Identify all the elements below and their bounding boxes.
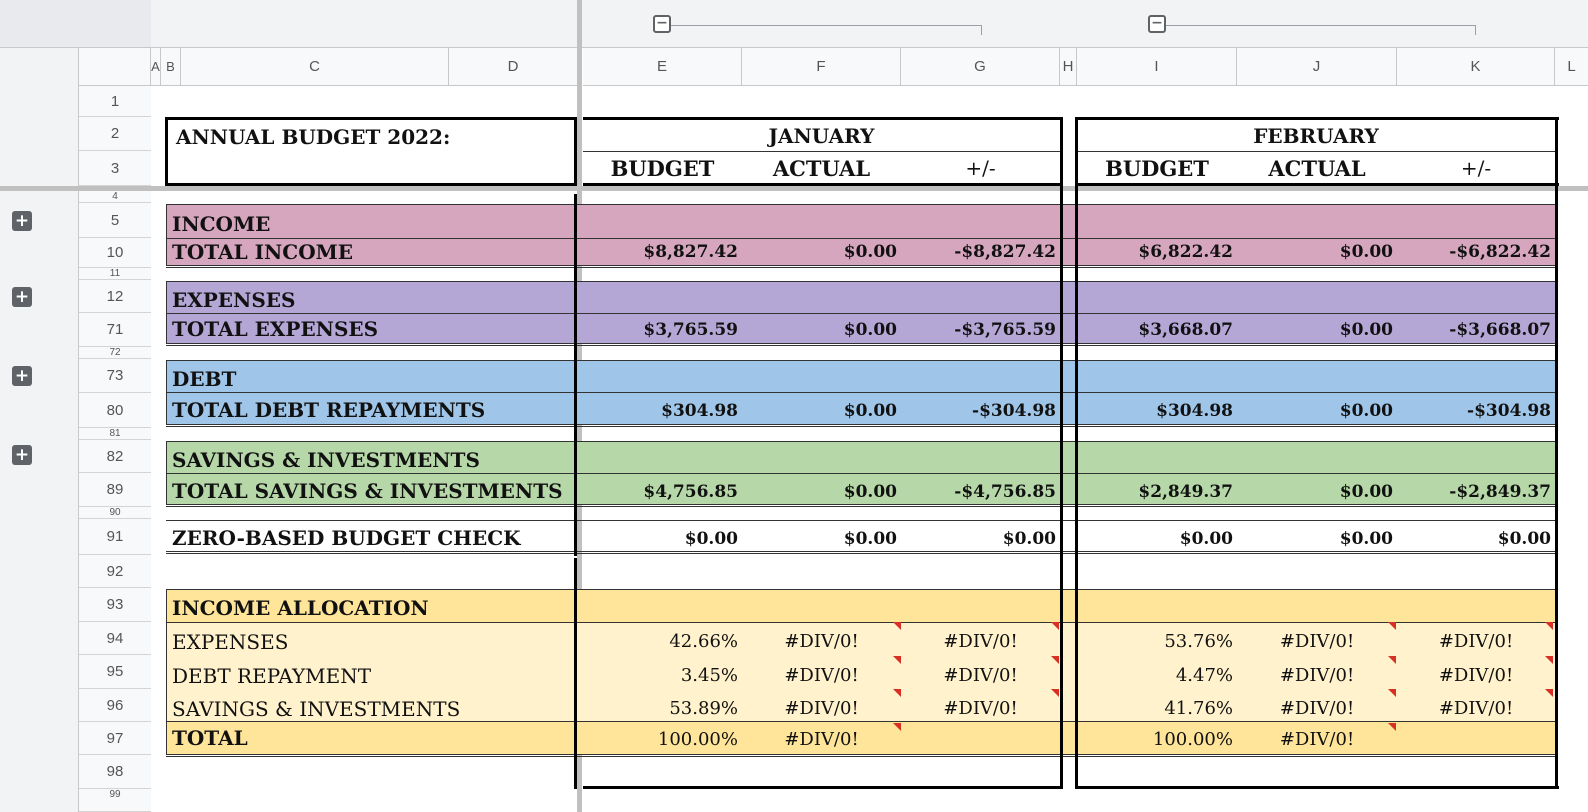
expenses-feb-diff[interactable]: -$3,668.07 <box>1449 319 1551 340</box>
alloc-expenses-feb-actual[interactable]: #DIV/0! <box>1279 631 1355 652</box>
allocation-label[interactable]: INCOME ALLOCATION <box>172 595 429 620</box>
income-jan-budget[interactable]: $8,827.42 <box>643 242 738 262</box>
alloc-expenses-jan-budget[interactable]: 42.66% <box>669 631 738 652</box>
error-triangle-icon[interactable] <box>1388 689 1396 697</box>
col-header-A[interactable]: A <box>151 48 161 86</box>
alloc-debt-jan-diff[interactable]: #DIV/0! <box>943 665 1018 686</box>
border <box>1075 183 1559 186</box>
row-header-96[interactable]: 96 <box>79 689 151 722</box>
error-triangle-icon[interactable] <box>893 689 901 697</box>
divider <box>583 151 1060 152</box>
debt-feb-diff[interactable]: -$304.98 <box>1467 401 1551 421</box>
income-jan-actual[interactable]: $0.00 <box>843 242 897 262</box>
row-header-93[interactable]: 93 <box>79 588 151 622</box>
col-header-G[interactable]: G <box>901 48 1060 86</box>
row-header-2[interactable]: 2 <box>79 117 151 151</box>
group-line-jan-end <box>981 25 982 35</box>
alloc-savings-jan-budget[interactable]: 53.89% <box>669 698 738 719</box>
savings-feb-budget[interactable]: $2,849.37 <box>1138 481 1233 502</box>
row-header-97[interactable]: 97 <box>79 722 151 755</box>
frozen-row-divider[interactable] <box>0 186 1588 191</box>
row-header-4[interactable]: 4 <box>79 191 151 203</box>
divider <box>1077 151 1555 152</box>
divider <box>166 392 1556 393</box>
income-feb-budget[interactable]: $6,822.42 <box>1138 242 1233 262</box>
zero-check-feb-budget[interactable]: $0.00 <box>1179 529 1233 549</box>
alloc-savings-feb-diff[interactable]: #DIV/0! <box>1438 698 1514 719</box>
border <box>574 117 577 186</box>
zero-check-jan-actual[interactable]: $0.00 <box>843 529 897 549</box>
group-line-jan <box>671 25 982 26</box>
error-triangle-icon[interactable] <box>893 723 901 731</box>
expenses-feb-budget[interactable]: $3,668.07 <box>1138 319 1233 340</box>
error-triangle-icon[interactable] <box>893 656 901 664</box>
error-triangle-icon[interactable] <box>1051 622 1059 630</box>
border <box>165 183 577 186</box>
debt-jan-actual[interactable]: $0.00 <box>843 401 897 421</box>
allocation-row-label[interactable]: SAVINGS & INVESTMENTS <box>172 696 461 721</box>
col-label-diff[interactable]: +/- <box>965 156 996 180</box>
alloc-debt-jan-actual[interactable]: #DIV/0! <box>784 665 859 686</box>
alloc-total-jan-budget[interactable]: 100.00% <box>657 728 738 750</box>
row-header-92[interactable]: 92 <box>79 555 151 588</box>
error-triangle-icon[interactable] <box>1051 689 1059 697</box>
alloc-expenses-feb-budget[interactable]: 53.76% <box>1164 631 1233 652</box>
row-header-89[interactable]: 89 <box>79 473 151 507</box>
savings-label[interactable]: SAVINGS & INVESTMENTS <box>172 448 480 472</box>
row-header-3[interactable]: 3 <box>79 151 151 186</box>
allocation-total-label[interactable]: TOTAL <box>172 726 248 750</box>
plus-box-icon[interactable]: + <box>12 445 32 465</box>
alloc-total-feb-actual[interactable]: #DIV/0! <box>1279 728 1355 750</box>
row-header-94[interactable]: 94 <box>79 622 151 655</box>
allocation-row-label[interactable]: EXPENSES <box>172 629 289 654</box>
total-savings-label[interactable]: TOTAL SAVINGS & INVESTMENTS <box>172 478 563 503</box>
divider <box>166 520 1556 521</box>
alloc-savings-jan-diff[interactable]: #DIV/0! <box>943 698 1018 719</box>
total-income-label[interactable]: TOTAL INCOME <box>172 239 353 264</box>
double-underline <box>166 267 1556 268</box>
col-label-actual[interactable]: ACTUAL <box>1268 155 1366 181</box>
col-header-H[interactable]: H <box>1060 48 1077 86</box>
income-label[interactable]: INCOME <box>172 212 271 236</box>
budget-title[interactable]: ANNUAL BUDGET 2022: <box>176 125 451 149</box>
plus-box-icon[interactable]: + <box>12 366 32 386</box>
border <box>574 558 577 789</box>
border <box>1060 117 1063 789</box>
savings-feb-diff[interactable]: -$2,849.37 <box>1449 481 1551 502</box>
alloc-debt-feb-diff[interactable]: #DIV/0! <box>1438 665 1514 686</box>
income-feb-diff[interactable]: -$6,822.42 <box>1449 242 1551 262</box>
col-header-K[interactable]: K <box>1397 48 1555 86</box>
total-debt-label[interactable]: TOTAL DEBT REPAYMENTS <box>172 398 486 422</box>
error-triangle-icon[interactable] <box>1545 622 1553 630</box>
collapse-group-feb-button[interactable]: − <box>1148 15 1166 33</box>
double-underline <box>166 345 1556 346</box>
col-label-diff[interactable]: +/- <box>1460 156 1492 180</box>
col-label-actual[interactable]: ACTUAL <box>772 155 871 181</box>
group-gutter <box>0 48 79 812</box>
group-header-bar <box>151 0 1588 48</box>
savings-jan-actual[interactable]: $0.00 <box>843 481 897 502</box>
expenses-label[interactable]: EXPENSES <box>172 288 296 312</box>
row-header-99[interactable]: 99 <box>79 789 151 812</box>
alloc-debt-jan-budget[interactable]: 3.45% <box>680 665 738 686</box>
col-header-J[interactable]: J <box>1237 48 1397 86</box>
plus-box-icon[interactable]: + <box>12 211 32 231</box>
col-header-I[interactable]: I <box>1077 48 1237 86</box>
row-header-81[interactable]: 81 <box>79 428 151 440</box>
col-header-E[interactable]: E <box>583 48 742 86</box>
alloc-expenses-jan-diff[interactable]: #DIV/0! <box>943 631 1018 652</box>
border <box>1075 786 1559 789</box>
income-jan-diff[interactable]: -$8,827.42 <box>954 242 1056 262</box>
border <box>583 183 1063 186</box>
divider <box>166 589 1556 590</box>
row-header-71[interactable]: 71 <box>79 313 151 347</box>
row-header-95[interactable]: 95 <box>79 655 151 689</box>
income-feb-actual[interactable]: $0.00 <box>1339 242 1393 262</box>
error-triangle-icon[interactable] <box>1545 656 1553 664</box>
col-header-L[interactable]: L <box>1555 48 1588 86</box>
alloc-savings-feb-budget[interactable]: 41.76% <box>1164 698 1233 719</box>
zero-check-feb-actual[interactable]: $0.00 <box>1339 529 1393 549</box>
alloc-expenses-feb-diff[interactable]: #DIV/0! <box>1438 631 1514 652</box>
group-line-feb-end <box>1475 25 1476 35</box>
zero-check-label[interactable]: ZERO-BASED BUDGET CHECK <box>172 526 521 550</box>
debt-feb-actual[interactable]: $0.00 <box>1339 401 1393 421</box>
divider <box>166 204 1556 205</box>
error-triangle-icon[interactable] <box>1545 689 1553 697</box>
expenses-jan-actual[interactable]: $0.00 <box>843 319 897 340</box>
col-label-budget[interactable]: BUDGET <box>1105 155 1209 181</box>
zero-check-jan-diff[interactable]: $0.00 <box>1002 529 1056 549</box>
expenses-jan-budget[interactable]: $3,765.59 <box>643 319 738 340</box>
row-header-5[interactable]: 5 <box>79 203 151 238</box>
error-triangle-icon[interactable] <box>1388 723 1396 731</box>
group-line-feb <box>1166 25 1476 26</box>
row-header-72[interactable]: 72 <box>79 347 151 359</box>
frozen-corner <box>0 0 151 48</box>
savings-jan-diff[interactable]: -$4,756.85 <box>954 481 1056 502</box>
row-header-12[interactable]: 12 <box>79 280 151 313</box>
total-expenses-label[interactable]: TOTAL EXPENSES <box>172 317 379 341</box>
savings-feb-actual[interactable]: $0.00 <box>1339 481 1393 502</box>
row-header-10[interactable]: 10 <box>79 238 151 268</box>
alloc-savings-jan-actual[interactable]: #DIV/0! <box>784 698 859 719</box>
expenses-feb-actual[interactable]: $0.00 <box>1339 319 1393 340</box>
row-header-73[interactable]: 73 <box>79 359 151 393</box>
border <box>165 117 168 186</box>
col-header-C[interactable]: C <box>181 48 449 86</box>
allocation-row-label[interactable]: DEBT REPAYMENT <box>172 663 372 688</box>
alloc-debt-feb-budget[interactable]: 4.47% <box>1175 665 1233 686</box>
collapse-group-jan-button[interactable]: − <box>653 15 671 33</box>
divider <box>166 360 1556 361</box>
border <box>583 786 1063 789</box>
row-header-11[interactable]: 11 <box>79 268 151 280</box>
alloc-debt-feb-actual[interactable]: #DIV/0! <box>1279 665 1355 686</box>
error-triangle-icon[interactable] <box>1388 622 1396 630</box>
debt-jan-budget[interactable]: $304.98 <box>661 401 738 421</box>
divider <box>166 281 1556 282</box>
error-triangle-icon[interactable] <box>893 622 901 630</box>
border <box>165 117 577 120</box>
savings-jan-budget[interactable]: $4,756.85 <box>643 481 738 502</box>
row-header-91[interactable]: 91 <box>79 519 151 555</box>
alloc-total-feb-budget[interactable]: 100.00% <box>1152 728 1233 750</box>
double-underline <box>166 756 1556 757</box>
zero-check-feb-diff[interactable]: $0.00 <box>1497 529 1551 549</box>
border <box>574 194 577 556</box>
col-header-D[interactable]: D <box>449 48 578 86</box>
row-header-80[interactable]: 80 <box>79 393 151 428</box>
col-header-F[interactable]: F <box>742 48 901 86</box>
row-header-90[interactable]: 90 <box>79 507 151 519</box>
row-header-98[interactable]: 98 <box>79 755 151 789</box>
row-header-1[interactable]: 1 <box>79 86 151 117</box>
error-triangle-icon[interactable] <box>1051 656 1059 664</box>
expenses-jan-diff[interactable]: -$3,765.59 <box>954 319 1056 340</box>
corner-cell[interactable] <box>79 48 151 86</box>
debt-label[interactable]: DEBT <box>172 367 237 391</box>
border <box>1075 117 1559 120</box>
alloc-expenses-jan-actual[interactable]: #DIV/0! <box>784 631 859 652</box>
month-title-jan[interactable]: JANUARY <box>768 124 875 148</box>
zero-check-jan-budget[interactable]: $0.00 <box>684 529 738 549</box>
alloc-total-jan-actual[interactable]: #DIV/0! <box>784 728 859 750</box>
border <box>1555 117 1558 789</box>
row-header-82[interactable]: 82 <box>79 440 151 473</box>
border <box>583 117 1063 120</box>
debt-feb-budget[interactable]: $304.98 <box>1156 401 1233 421</box>
alloc-savings-feb-actual[interactable]: #DIV/0! <box>1279 698 1355 719</box>
debt-jan-diff[interactable]: -$304.98 <box>972 401 1056 421</box>
col-header-B[interactable]: B <box>161 48 181 86</box>
month-title-feb[interactable]: FEBRUARY <box>1253 124 1379 148</box>
error-triangle-icon[interactable] <box>1388 656 1396 664</box>
plus-box-icon[interactable]: + <box>12 287 32 307</box>
divider <box>166 441 1556 442</box>
col-label-budget[interactable]: BUDGET <box>610 155 715 181</box>
